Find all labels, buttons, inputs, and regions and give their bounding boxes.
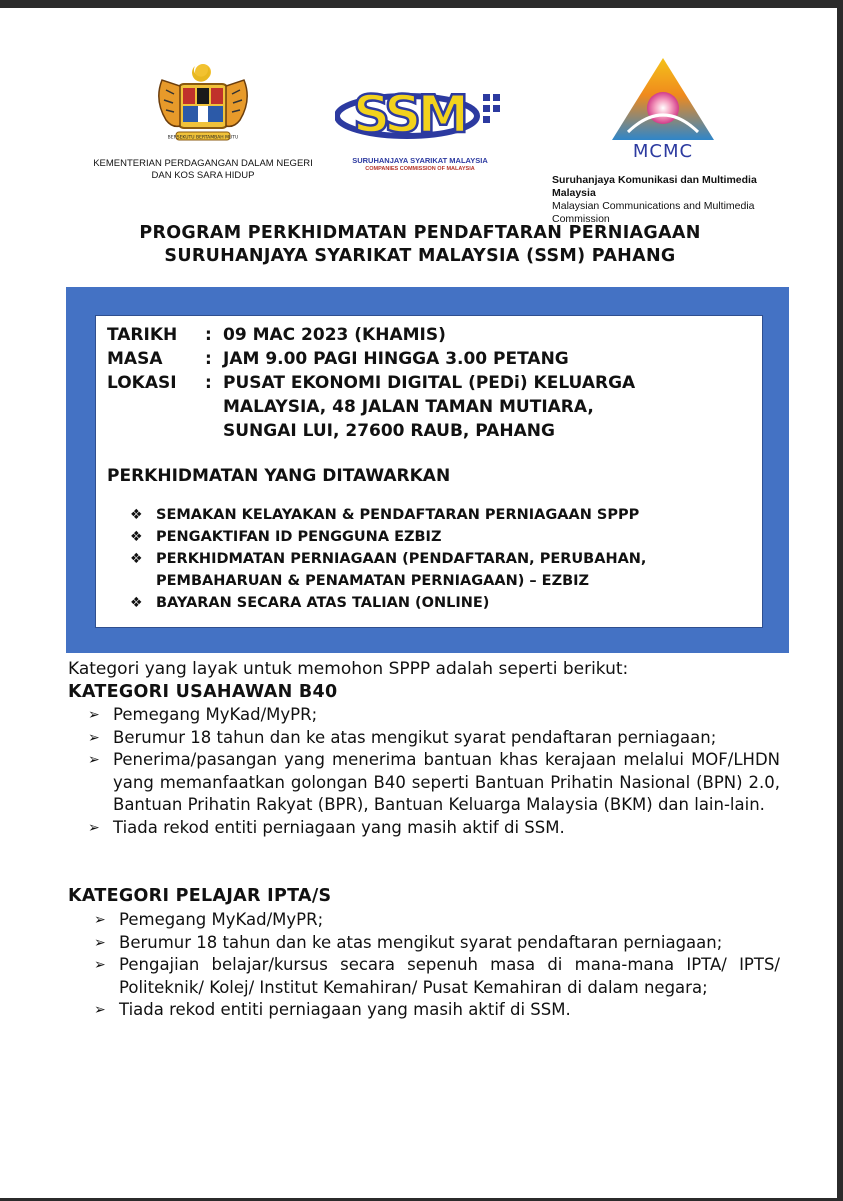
ssm-wordmark: SSM	[352, 85, 466, 145]
services-heading: PERKHIDMATAN YANG DITAWARKAN	[107, 466, 451, 486]
tarikh-label: TARIKH	[107, 325, 178, 345]
mcmc-triangle-icon	[608, 56, 718, 160]
masa-value: JAM 9.00 PAGI HINGGA 3.00 PETANG	[223, 349, 569, 369]
colon: :	[205, 325, 212, 345]
event-info-box	[95, 315, 763, 628]
arrow-bullet-icon: ➢	[88, 752, 100, 768]
eligibility-intro: Kategori yang layak untuk memohon SPPP adalah seperti berikut:	[68, 659, 629, 679]
ssm-logo	[332, 80, 508, 174]
page-title	[60, 222, 780, 268]
service-item: ❖ SEMAKAN KELAYAKAN & PENDAFTARAN PERNIAGAAN SPPP	[130, 504, 756, 526]
arrow-bullet-icon: ➢	[88, 819, 100, 836]
arrow-bullet-icon: ➢	[94, 912, 106, 928]
lokasi-label: LOKASI	[107, 373, 177, 393]
ssm-wordmark-icon	[335, 80, 505, 152]
event-details	[107, 323, 635, 443]
colon: :	[205, 349, 212, 369]
mcmc-subcaption: Malaysian Communications and Multimedia Commission	[552, 200, 755, 225]
tarikh-value: 09 MAC 2023 (KHAMIS)	[223, 325, 446, 345]
services-list	[130, 504, 756, 614]
kpdn-caption: KEMENTERIAN PERDAGANGAN DALAM NEGERI DAN KOS SARA HIDUP	[93, 158, 313, 181]
list-item: ➢ Penerima/pasangan yang menerima bantuan khas kerajaan melalui MOF/LHDN yang memanfaatkan golongan B40 seperti Bantuan Prihatin Nasional (BPN) 2.0, Bantuan Prihatin Rakyat (BPR), Bantuan Keluarga Malaysia (BKM) dan lain-lain.	[88, 750, 780, 814]
list-item: ➢ Pemegang MyKad/MyPR;	[88, 704, 780, 727]
document-page	[0, 8, 837, 1198]
category-b40-list	[88, 704, 780, 839]
list-item: ➢ Berumur 18 tahun dan ke atas mengikut syarat pendaftaran perniagaan;	[94, 932, 780, 955]
masa-label: MASA	[107, 349, 163, 369]
list-item: ➢ Tiada rekod entiti perniagaan yang masih aktif di SSM.	[88, 817, 780, 840]
category-ipta-list	[94, 909, 780, 1022]
masa-row	[107, 347, 635, 371]
arrow-bullet-icon: ➢	[94, 957, 106, 973]
kpdn-logo	[78, 60, 328, 182]
list-item: ➢ Pengajian belajar/kursus secara sepenuh masa di mana-mana IPTA/ IPTS/ Politeknik/ Kolej/ Institut Kemahiran/ Pusat Kemahiran di dalam negara;	[94, 955, 780, 997]
category-b40-title: KATEGORI USAHAWAN B40	[68, 682, 338, 702]
lokasi-value	[223, 371, 635, 443]
ssm-caption: SURUHANJAYA SYARIKAT MALAYSIA	[352, 156, 488, 165]
lokasi-line-3: SUNGAI LUI, 27600 RAUB, PAHANG	[223, 421, 555, 441]
diamond-bullet-icon: ❖	[130, 529, 143, 545]
category-ipta-title: KATEGORI PELAJAR IPTA/S	[68, 886, 332, 906]
lokasi-row	[107, 371, 635, 443]
tarikh-row	[107, 323, 635, 347]
list-item: ➢ Berumur 18 tahun dan ke atas mengikut syarat pendaftaran perniagaan;	[88, 727, 780, 750]
mcmc-caption: Suruhanjaya Komunikasi dan Multimedia Malaysia	[552, 174, 757, 199]
mcmc-wordmark: MCMC	[632, 141, 694, 160]
diamond-bullet-icon: ❖	[130, 507, 143, 523]
emblem-motto: BERSEKUTU BERTAMBAH MUTU	[167, 135, 239, 141]
list-item: ➢ Pemegang MyKad/MyPR;	[94, 909, 780, 932]
diamond-bullet-icon: ❖	[130, 595, 143, 611]
service-item: ❖ PERKHIDMATAN PERNIAGAAN (PENDAFTARAN, PERUBAHAN, PEMBAHARUAN & PENAMATAN PERNIAGAAN) – EZBIZ	[130, 548, 756, 592]
list-item: ➢ Tiada rekod entiti perniagaan yang masih aktif di SSM.	[94, 999, 780, 1022]
lokasi-line-1: PUSAT EKONOMI DIGITAL (PEDi) KELUARGA	[223, 373, 636, 393]
arrow-bullet-icon: ➢	[88, 707, 100, 723]
colon: :	[205, 373, 212, 393]
arrow-bullet-icon: ➢	[94, 1002, 106, 1018]
title-line-2: SURUHANJAYA SYARIKAT MALAYSIA (SSM) PAHANG	[164, 246, 676, 266]
service-item: ❖ BAYARAN SECARA ATAS TALIAN (ONLINE)	[130, 592, 756, 614]
diamond-bullet-icon: ❖	[130, 551, 143, 567]
title-line-1: PROGRAM PERKHIDMATAN PENDAFTARAN PERNIAGAAN	[139, 223, 701, 243]
malaysia-coat-of-arms-icon	[148, 60, 258, 150]
mcmc-logo	[548, 56, 778, 226]
arrow-bullet-icon: ➢	[94, 934, 106, 951]
arrow-bullet-icon: ➢	[88, 729, 100, 746]
service-item: ❖ PENGAKTIFAN ID PENGGUNA EZBIZ	[130, 526, 756, 548]
ssm-subcaption: COMPANIES COMMISSION OF MALAYSIA	[365, 166, 475, 172]
lokasi-line-2: MALAYSIA, 48 JALAN TAMAN MUTIARA,	[223, 397, 594, 417]
